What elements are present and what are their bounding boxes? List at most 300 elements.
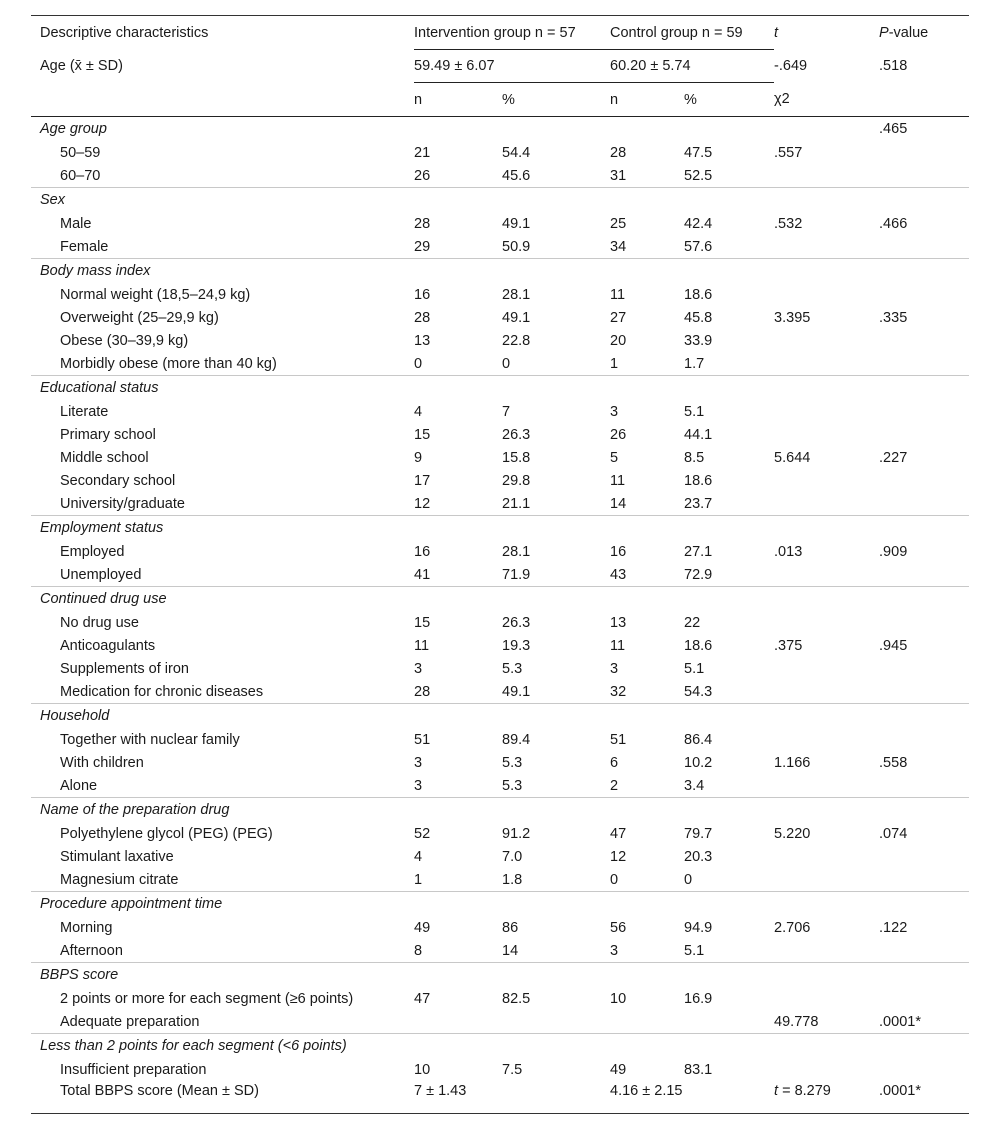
intervention-percent: 19.3 bbox=[502, 637, 531, 654]
control-n: 31 bbox=[610, 167, 627, 184]
control-n: 3 bbox=[610, 403, 619, 420]
group-p-value bbox=[879, 188, 969, 213]
intervention-percent: 28.1 bbox=[502, 543, 531, 560]
table-row bbox=[31, 868, 969, 892]
pct-header-control: % bbox=[684, 83, 774, 117]
row-label: Secondary school bbox=[60, 472, 176, 489]
control-n: 11 bbox=[610, 286, 626, 303]
table-row bbox=[31, 329, 969, 352]
group-p-value bbox=[879, 587, 969, 612]
control-n: 10 bbox=[610, 990, 627, 1007]
row-label: Stimulant laxative bbox=[60, 848, 174, 865]
table-row bbox=[31, 469, 969, 492]
control-percent bbox=[684, 1010, 774, 1034]
chi-square-value bbox=[774, 1058, 879, 1081]
table-row bbox=[31, 212, 969, 235]
group-title: Household bbox=[31, 704, 879, 729]
row-label: Literate bbox=[60, 403, 109, 420]
control-n: 49 bbox=[610, 1061, 627, 1078]
chi-square-value bbox=[774, 939, 879, 963]
chi-square-value: 5.220 bbox=[774, 825, 811, 842]
intervention-n: 28 bbox=[414, 309, 431, 326]
control-percent: 16.9 bbox=[684, 990, 713, 1007]
chi-square-value bbox=[774, 329, 879, 352]
chi-square-value bbox=[774, 235, 879, 259]
group-title: Procedure appointment time bbox=[31, 892, 879, 917]
row-label: Unemployed bbox=[60, 566, 142, 583]
control-n: 20 bbox=[610, 332, 627, 349]
intervention-n: 3 bbox=[414, 660, 423, 677]
header-intervention: Intervention group n = 57 bbox=[414, 16, 610, 50]
age-control: 60.20 ± 5.74 bbox=[610, 50, 774, 83]
p-value bbox=[879, 563, 969, 587]
control-n: 16 bbox=[610, 543, 627, 560]
intervention-n: 28 bbox=[414, 215, 431, 232]
row-label: Overweight (25–29,9 kg) bbox=[60, 309, 219, 326]
intervention-n: 8 bbox=[414, 942, 423, 959]
row-label: 60–70 bbox=[60, 167, 101, 184]
intervention-n: 41 bbox=[414, 566, 431, 583]
row-label: Polyethylene glycol (PEG) (PEG) bbox=[60, 825, 273, 842]
intervention-percent: 26.3 bbox=[502, 614, 531, 631]
intervention-percent: 49.1 bbox=[502, 215, 531, 232]
chi-square-value bbox=[774, 164, 879, 188]
intervention-percent: 14 bbox=[502, 942, 519, 959]
intervention-n: 13 bbox=[414, 332, 431, 349]
p-value: .0001* bbox=[879, 1013, 921, 1030]
control-percent: 86.4 bbox=[684, 731, 713, 748]
table-row bbox=[31, 306, 969, 329]
table-row bbox=[31, 987, 969, 1010]
control-percent: 94.9 bbox=[684, 919, 713, 936]
table-container bbox=[31, 15, 969, 1114]
intervention-n: 15 bbox=[414, 426, 431, 443]
intervention-n: 9 bbox=[414, 449, 423, 466]
p-value: .074 bbox=[879, 825, 908, 842]
header-p-value bbox=[879, 16, 969, 50]
header-p-italic: P bbox=[879, 24, 889, 41]
age-p: .518 bbox=[879, 58, 908, 74]
control-percent: 1.7 bbox=[684, 355, 705, 372]
intervention-n: 4 bbox=[414, 848, 423, 865]
p-value bbox=[879, 469, 969, 492]
intervention-n: 17 bbox=[414, 472, 431, 489]
group-header-row bbox=[31, 1034, 969, 1059]
intervention-n bbox=[414, 1010, 502, 1034]
intervention-n: 3 bbox=[414, 754, 423, 771]
row-label: Supplements of iron bbox=[60, 660, 189, 677]
control-n: 5 bbox=[610, 449, 619, 466]
chi-square-value bbox=[774, 987, 879, 1010]
chi-square-value bbox=[774, 845, 879, 868]
table-row bbox=[31, 1058, 969, 1081]
control-n: 3 bbox=[610, 942, 619, 959]
group-header-row bbox=[31, 259, 969, 284]
table-row bbox=[31, 423, 969, 446]
group-p-value bbox=[879, 259, 969, 284]
group-p-value bbox=[879, 1034, 969, 1059]
row-label: With children bbox=[60, 754, 144, 771]
group-header-row bbox=[31, 704, 969, 729]
row-label: Afternoon bbox=[60, 942, 123, 959]
chi-square-value: .532 bbox=[774, 215, 803, 232]
intervention-n: 1 bbox=[414, 871, 423, 888]
group-title: Educational status bbox=[31, 376, 879, 401]
intervention-n: 52 bbox=[414, 825, 431, 842]
table-row bbox=[31, 563, 969, 587]
total-stat-value: = 8.279 bbox=[778, 1083, 831, 1099]
total-row bbox=[31, 1081, 969, 1114]
total-label: Total BBPS score (Mean ± SD) bbox=[31, 1081, 414, 1114]
control-percent: 5.1 bbox=[684, 660, 705, 677]
row-label: Medication for chronic diseases bbox=[60, 683, 264, 700]
control-percent: 54.3 bbox=[684, 683, 713, 700]
chi-square-value: 1.166 bbox=[774, 754, 811, 771]
control-n: 14 bbox=[610, 495, 627, 512]
control-n: 56 bbox=[610, 919, 627, 936]
intervention-percent: 22.8 bbox=[502, 332, 531, 349]
group-p-value bbox=[879, 516, 969, 541]
control-n: 26 bbox=[610, 426, 627, 443]
control-n: 32 bbox=[610, 683, 627, 700]
p-value bbox=[879, 611, 969, 634]
row-label: Morning bbox=[60, 919, 113, 936]
intervention-percent: 5.3 bbox=[502, 660, 523, 677]
chi-square-value bbox=[774, 657, 879, 680]
table-row bbox=[31, 352, 969, 376]
header-t: t bbox=[774, 16, 879, 50]
control-percent: 18.6 bbox=[684, 472, 713, 489]
total-control: 4.16 ± 2.15 bbox=[610, 1081, 774, 1114]
row-label: Insufficient preparation bbox=[60, 1061, 207, 1078]
p-value bbox=[879, 400, 969, 423]
p-value bbox=[879, 141, 969, 164]
p-value bbox=[879, 657, 969, 680]
total-stat bbox=[774, 1081, 879, 1114]
table-row bbox=[31, 400, 969, 423]
row-label: Primary school bbox=[60, 426, 156, 443]
n-header-control: n bbox=[610, 83, 684, 117]
p-value bbox=[879, 680, 969, 704]
control-n: 27 bbox=[610, 309, 627, 326]
chi-square-value: 5.644 bbox=[774, 449, 811, 466]
intervention-n: 3 bbox=[414, 777, 423, 794]
p-value bbox=[879, 235, 969, 259]
row-label: Anticoagulants bbox=[60, 637, 156, 654]
group-title: Employment status bbox=[31, 516, 879, 541]
intervention-percent: 82.5 bbox=[502, 990, 531, 1007]
p-value bbox=[879, 164, 969, 188]
row-label: Middle school bbox=[60, 449, 149, 466]
group-header-row bbox=[31, 587, 969, 612]
intervention-n: 11 bbox=[414, 637, 430, 654]
group-header-row bbox=[31, 963, 969, 988]
intervention-percent: 7.0 bbox=[502, 848, 523, 865]
intervention-percent: 49.1 bbox=[502, 309, 531, 326]
intervention-n: 16 bbox=[414, 286, 431, 303]
intervention-percent: 49.1 bbox=[502, 683, 531, 700]
table-row bbox=[31, 164, 969, 188]
intervention-percent: 28.1 bbox=[502, 286, 531, 303]
intervention-n: 21 bbox=[414, 144, 431, 161]
header-p-rest: -value bbox=[888, 24, 929, 41]
control-n: 12 bbox=[610, 848, 627, 865]
intervention-percent: 86 bbox=[502, 919, 519, 936]
intervention-percent: 5.3 bbox=[502, 754, 523, 771]
table-row bbox=[31, 822, 969, 845]
p-value: .335 bbox=[879, 309, 908, 326]
group-p-value bbox=[879, 963, 969, 988]
intervention-n: 28 bbox=[414, 683, 431, 700]
table-row bbox=[31, 939, 969, 963]
group-p-value bbox=[879, 892, 969, 917]
chi-square-value bbox=[774, 492, 879, 516]
control-n: 2 bbox=[610, 777, 619, 794]
group-header-row bbox=[31, 798, 969, 823]
group-p-value bbox=[879, 798, 969, 823]
control-n: 47 bbox=[610, 825, 627, 842]
control-percent: 72.9 bbox=[684, 566, 713, 583]
group-title: Name of the preparation drug bbox=[31, 798, 879, 823]
control-percent: 44.1 bbox=[684, 426, 713, 443]
control-percent: 79.7 bbox=[684, 825, 713, 842]
control-percent: 3.4 bbox=[684, 777, 705, 794]
chi-square-value bbox=[774, 774, 879, 798]
intervention-n: 47 bbox=[414, 990, 431, 1007]
age-t: -.649 bbox=[774, 58, 808, 74]
control-n: 11 bbox=[610, 472, 626, 489]
table-row bbox=[31, 680, 969, 704]
header-descriptive: Descriptive characteristics bbox=[31, 16, 414, 50]
table-row bbox=[31, 235, 969, 259]
control-percent: 52.5 bbox=[684, 167, 713, 184]
intervention-percent: 0 bbox=[502, 355, 511, 372]
descriptive-characteristics-table bbox=[31, 15, 969, 1114]
control-n bbox=[610, 1010, 684, 1034]
control-n: 34 bbox=[610, 238, 627, 255]
control-percent: 18.6 bbox=[684, 637, 713, 654]
row-label: Magnesium citrate bbox=[60, 871, 179, 888]
intervention-percent: 29.8 bbox=[502, 472, 531, 489]
control-percent: 27.1 bbox=[684, 543, 713, 560]
intervention-percent: 89.4 bbox=[502, 731, 531, 748]
group-title: Less than 2 points for each segment (<6 points) bbox=[31, 1034, 879, 1059]
table-row bbox=[31, 141, 969, 164]
control-n: 51 bbox=[610, 731, 627, 748]
intervention-percent: 45.6 bbox=[502, 167, 531, 184]
control-percent: 23.7 bbox=[684, 495, 713, 512]
p-value bbox=[879, 423, 969, 446]
control-n: 0 bbox=[610, 871, 619, 888]
group-title: Sex bbox=[31, 188, 879, 213]
intervention-percent: 5.3 bbox=[502, 777, 523, 794]
control-percent: 5.1 bbox=[684, 942, 705, 959]
chi-square-value: .013 bbox=[774, 543, 803, 560]
row-label: 50–59 bbox=[60, 144, 101, 161]
p-value: .909 bbox=[879, 543, 908, 560]
row-label: Adequate preparation bbox=[60, 1013, 200, 1030]
control-percent: 0 bbox=[684, 871, 693, 888]
intervention-percent: 21.1 bbox=[502, 495, 531, 512]
table-row bbox=[31, 611, 969, 634]
p-value bbox=[879, 939, 969, 963]
intervention-percent: 26.3 bbox=[502, 426, 531, 443]
p-value bbox=[879, 868, 969, 892]
intervention-percent: 1.8 bbox=[502, 871, 523, 888]
intervention-percent: 7 bbox=[502, 403, 511, 420]
row-label: Male bbox=[60, 215, 92, 232]
table-row bbox=[31, 774, 969, 798]
group-title: Continued drug use bbox=[31, 587, 879, 612]
group-header-row bbox=[31, 117, 969, 142]
header-control: Control group n = 59 bbox=[610, 16, 774, 50]
group-title: Body mass index bbox=[31, 259, 879, 284]
row-label: 2 points or more for each segment (≥6 points) bbox=[60, 990, 354, 1007]
intervention-percent: 15.8 bbox=[502, 449, 531, 466]
table-row bbox=[31, 916, 969, 939]
age-label: Age (x̄ ± SD) bbox=[40, 58, 123, 74]
control-n: 13 bbox=[610, 614, 627, 631]
group-header-row bbox=[31, 376, 969, 401]
control-n: 3 bbox=[610, 660, 619, 677]
chi-square-value bbox=[774, 680, 879, 704]
group-header-row bbox=[31, 892, 969, 917]
chi-square-value: 3.395 bbox=[774, 309, 811, 326]
p-value bbox=[879, 728, 969, 751]
group-p-value bbox=[879, 704, 969, 729]
p-value bbox=[879, 1058, 969, 1081]
p-value: .558 bbox=[879, 754, 908, 771]
control-n: 6 bbox=[610, 754, 619, 771]
chi-square-value bbox=[774, 728, 879, 751]
intervention-n: 16 bbox=[414, 543, 431, 560]
control-percent: 42.4 bbox=[684, 215, 713, 232]
intervention-percent: 71.9 bbox=[502, 566, 531, 583]
row-label: Together with nuclear family bbox=[60, 731, 240, 748]
p-value bbox=[879, 352, 969, 376]
control-percent: 10.2 bbox=[684, 754, 713, 771]
chi-square-value bbox=[774, 423, 879, 446]
pct-header-intervention: % bbox=[502, 83, 610, 117]
table-body bbox=[31, 117, 969, 1082]
chi-square-value: .557 bbox=[774, 144, 803, 161]
table-row bbox=[31, 492, 969, 516]
control-percent: 5.1 bbox=[684, 403, 705, 420]
table-row bbox=[31, 845, 969, 868]
control-percent: 57.6 bbox=[684, 238, 713, 255]
table-row bbox=[31, 728, 969, 751]
group-title: BBPS score bbox=[31, 963, 879, 988]
table-row bbox=[31, 283, 969, 306]
p-value: .945 bbox=[879, 637, 908, 654]
control-n: 1 bbox=[610, 355, 619, 372]
control-percent: 20.3 bbox=[684, 848, 713, 865]
row-label: Morbidly obese (more than 40 kg) bbox=[60, 355, 277, 372]
intervention-n: 15 bbox=[414, 614, 431, 631]
control-percent: 47.5 bbox=[684, 144, 713, 161]
chi-square-value bbox=[774, 352, 879, 376]
intervention-n: 4 bbox=[414, 403, 423, 420]
row-label: No drug use bbox=[60, 614, 139, 631]
control-percent: 33.9 bbox=[684, 332, 713, 349]
table-row bbox=[31, 446, 969, 469]
control-n: 28 bbox=[610, 144, 627, 161]
row-label: Female bbox=[60, 238, 109, 255]
intervention-percent: 54.4 bbox=[502, 144, 531, 161]
age-intervention: 59.49 ± 6.07 bbox=[414, 50, 610, 83]
table-row bbox=[31, 540, 969, 563]
control-percent: 18.6 bbox=[684, 286, 713, 303]
intervention-n: 49 bbox=[414, 919, 431, 936]
p-value bbox=[879, 329, 969, 352]
row-label: Alone bbox=[60, 777, 98, 794]
control-n: 25 bbox=[610, 215, 627, 232]
row-label: Normal weight (18,5–24,9 kg) bbox=[60, 286, 251, 303]
table-row bbox=[31, 634, 969, 657]
control-percent: 83.1 bbox=[684, 1061, 713, 1078]
chi-square-value: .375 bbox=[774, 637, 803, 654]
row-label: University/graduate bbox=[60, 495, 185, 512]
p-value: .227 bbox=[879, 449, 908, 466]
chi-header: χ2 bbox=[774, 83, 879, 117]
intervention-n: 12 bbox=[414, 495, 431, 512]
intervention-n: 51 bbox=[414, 731, 431, 748]
table-row bbox=[31, 657, 969, 680]
intervention-percent: 50.9 bbox=[502, 238, 531, 255]
group-header-row bbox=[31, 188, 969, 213]
chi-square-value bbox=[774, 868, 879, 892]
intervention-percent: 7.5 bbox=[502, 1061, 523, 1078]
table-row bbox=[31, 1010, 969, 1034]
total-pval: .0001* bbox=[879, 1081, 969, 1114]
group-p-value bbox=[879, 376, 969, 401]
control-n: 43 bbox=[610, 566, 627, 583]
intervention-percent: 91.2 bbox=[502, 825, 531, 842]
group-title: Age group bbox=[40, 121, 107, 137]
group-p-value: .465 bbox=[879, 121, 908, 137]
row-label: Obese (30–39,9 kg) bbox=[60, 332, 189, 349]
intervention-n: 10 bbox=[414, 1061, 431, 1078]
p-value: .466 bbox=[879, 215, 908, 232]
chi-square-value bbox=[774, 283, 879, 306]
chi-square-value bbox=[774, 469, 879, 492]
control-percent: 45.8 bbox=[684, 309, 713, 326]
p-value bbox=[879, 845, 969, 868]
p-value bbox=[879, 492, 969, 516]
intervention-n: 29 bbox=[414, 238, 431, 255]
intervention-n: 0 bbox=[414, 355, 423, 372]
chi-square-value: 49.778 bbox=[774, 1013, 819, 1030]
intervention-n: 26 bbox=[414, 167, 431, 184]
chi-square-value bbox=[774, 400, 879, 423]
table-row bbox=[31, 751, 969, 774]
p-value: .122 bbox=[879, 919, 908, 936]
intervention-percent bbox=[502, 1010, 610, 1034]
p-value bbox=[879, 283, 969, 306]
control-percent: 8.5 bbox=[684, 449, 705, 466]
p-value bbox=[879, 987, 969, 1010]
control-n: 11 bbox=[610, 637, 626, 654]
group-header-row bbox=[31, 516, 969, 541]
n-header-intervention: n bbox=[414, 83, 502, 117]
total-intervention: 7 ± 1.43 bbox=[414, 1081, 610, 1114]
control-percent: 22 bbox=[684, 614, 701, 631]
row-label: Employed bbox=[60, 543, 125, 560]
chi-square-value: 2.706 bbox=[774, 919, 811, 936]
chi-square-value bbox=[774, 563, 879, 587]
p-value bbox=[879, 774, 969, 798]
chi-square-value bbox=[774, 611, 879, 634]
